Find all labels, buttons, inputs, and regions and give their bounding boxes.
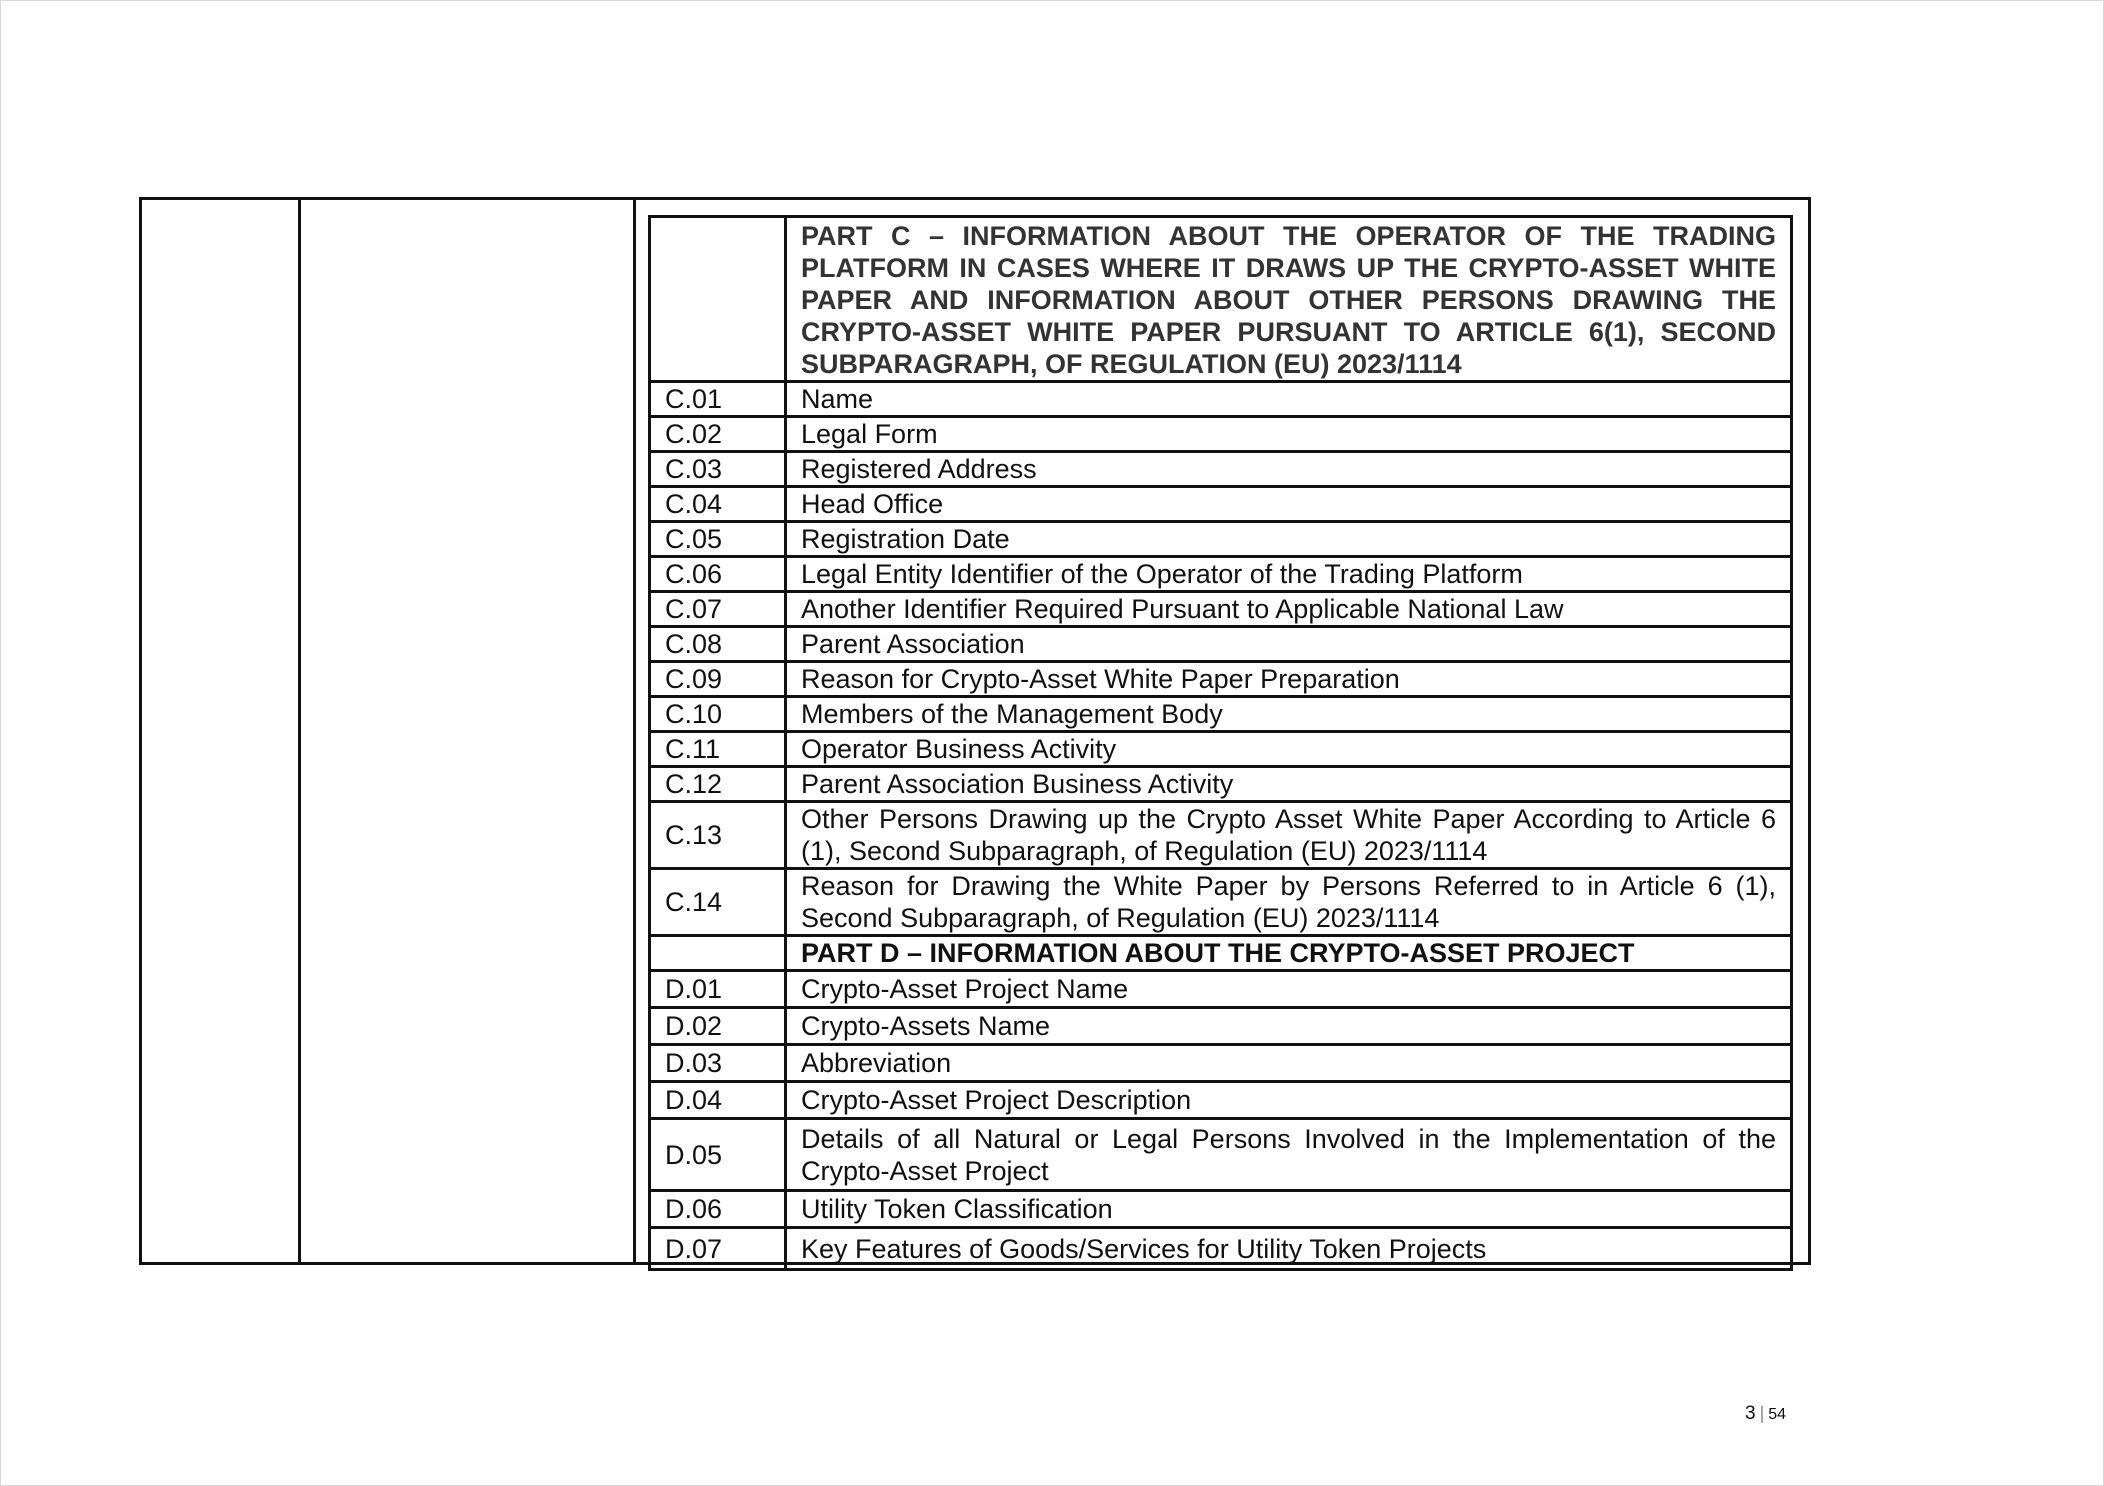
field-label: Crypto-Asset Project Description [786,1082,1792,1119]
field-code: D.01 [650,971,786,1008]
table-row [650,522,1792,557]
field-label: Head Office [786,487,1792,522]
field-code: C.09 [650,662,786,697]
field-code: C.07 [650,592,786,627]
table-row [650,697,1792,732]
field-label: Other Persons Drawing up the Crypto Asset White Paper According to Article 6 (1), Second Subparagraph, of Regulation (EU) 2023/1114 [786,802,1792,869]
field-label: Parent Association [786,627,1792,662]
table-row [650,452,1792,487]
column-divider [298,200,301,1262]
field-label: Crypto-Assets Name [786,1008,1792,1045]
field-code: C.02 [650,417,786,452]
field-code: C.11 [650,732,786,767]
field-code: D.02 [650,1008,786,1045]
field-code: C.04 [650,487,786,522]
field-label: Registered Address [786,452,1792,487]
field-code: C.03 [650,452,786,487]
table-row [650,1228,1792,1270]
field-label: Legal Form [786,417,1792,452]
page-separator: | [1759,1403,1765,1423]
field-code: C.05 [650,522,786,557]
part-c-header-row [650,217,1792,382]
field-label: Operator Business Activity [786,732,1792,767]
field-label: Abbreviation [786,1045,1792,1082]
table-row [650,1119,1792,1191]
field-label: Parent Association Business Activity [786,767,1792,802]
field-code: C.10 [650,697,786,732]
field-label: Members of the Management Body [786,697,1792,732]
field-code: D.05 [650,1119,786,1191]
field-label: Crypto-Asset Project Name [786,971,1792,1008]
column-divider [633,200,636,1262]
field-code: C.13 [650,802,786,869]
field-code: C.08 [650,627,786,662]
table-row [650,971,1792,1008]
field-code: D.07 [650,1228,786,1270]
table-row [650,487,1792,522]
empty-code-cell [650,217,786,382]
field-code: C.14 [650,869,786,936]
field-label: Legal Entity Identifier of the Operator of the Trading Platform [786,557,1792,592]
field-code: C.06 [650,557,786,592]
field-label: Registration Date [786,522,1792,557]
field-label: Details of all Natural or Legal Persons Involved in the Implementation of the Crypto-Asset Project [786,1119,1792,1191]
empty-code-cell [650,936,786,971]
part-c-heading: PART C – INFORMATION ABOUT THE OPERATOR OF THE TRADING PLATFORM IN CASES WHERE IT DRAWS UP THE CRYPTO-ASSET WHITE PAPER AND INFORMATION ABOUT OTHER PERSONS DRAWING THE CRYPTO-ASSET WHITE PAPER PURSUANT TO ARTICLE 6(1), SECOND SUBPARAGRAPH, OF REGULATION (EU) 2023/1114 [786,217,1792,382]
table-row [650,767,1792,802]
page-total: 54 [1768,1406,1787,1423]
part-d-header-row [650,936,1792,971]
table-row [650,1008,1792,1045]
table-row [650,869,1792,936]
field-code: C.01 [650,382,786,417]
field-label: Reason for Crypto-Asset White Paper Preparation [786,662,1792,697]
page-current: 3 [1745,1403,1756,1424]
table-row [650,1191,1792,1228]
field-code: C.12 [650,767,786,802]
disclosure-fields-table [648,215,1793,1271]
part-d-heading: PART D – INFORMATION ABOUT THE CRYPTO-ASSET PROJECT [786,936,1792,971]
field-label: Reason for Drawing the White Paper by Persons Referred to in Article 6 (1), Second Subparagraph, of Regulation (EU) 2023/1114 [786,869,1792,936]
field-code: D.04 [650,1082,786,1119]
page-number [1745,1403,1786,1425]
table-row [650,627,1792,662]
table-row [650,732,1792,767]
field-code: D.03 [650,1045,786,1082]
table-row [650,802,1792,869]
field-label: Another Identifier Required Pursuant to Applicable National Law [786,592,1792,627]
table-row [650,592,1792,627]
table-row [650,557,1792,592]
table-row [650,662,1792,697]
table-row [650,1082,1792,1119]
field-label: Key Features of Goods/Services for Utility Token Projects [786,1228,1792,1270]
field-code: D.06 [650,1191,786,1228]
field-label: Name [786,382,1792,417]
table-row [650,382,1792,417]
field-label: Utility Token Classification [786,1191,1792,1228]
table-row [650,417,1792,452]
table-row [650,1045,1792,1082]
